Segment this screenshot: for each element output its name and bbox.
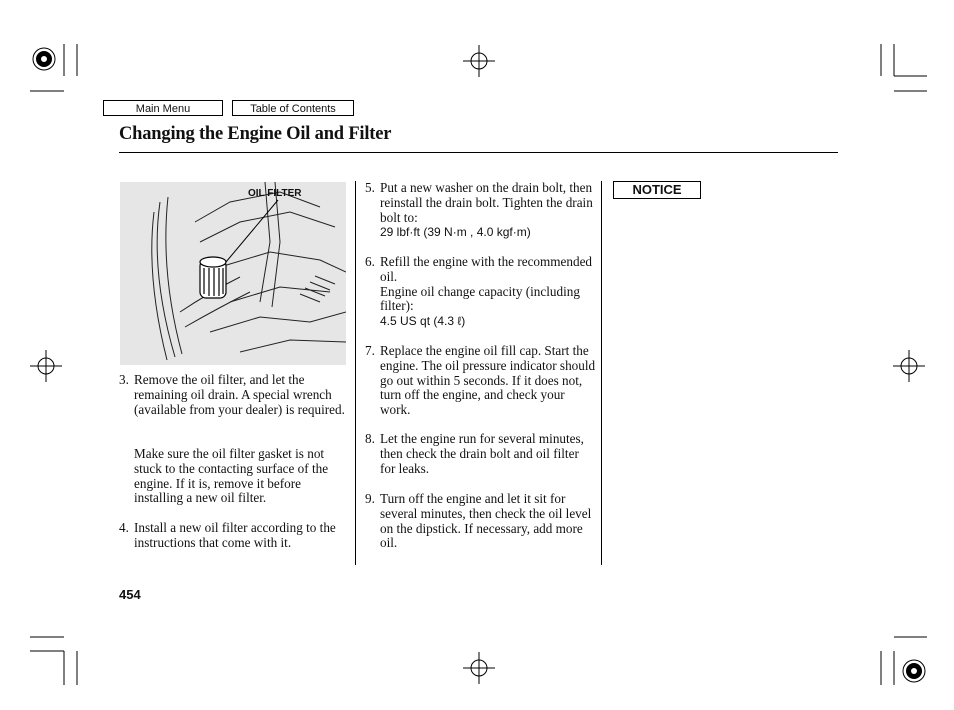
step-text: Put a new washer on the drain bolt, then reinstall the drain bolt. Tighten the drain bolt to: <box>380 180 593 225</box>
capacity-spec: 4.5 US qt (4.3 ℓ) <box>380 314 466 329</box>
note-text: Make sure the oil filter gasket is not stuck to the contacting surface of the engine. If it is, remove it before installing a new oil filter. <box>134 446 329 506</box>
table-of-contents-button[interactable]: Table of Contents <box>232 100 354 116</box>
step-number: 4. <box>119 520 129 535</box>
title-underline <box>119 152 838 153</box>
step-number: 3. <box>119 372 129 387</box>
step-5 <box>365 181 597 240</box>
engine-drawing <box>120 182 346 365</box>
column-divider <box>355 181 356 565</box>
step-8 <box>365 432 597 476</box>
step-text: Remove the oil filter, and let the remaining oil drain. A special wrench (available from your dealer) is required. <box>134 372 345 417</box>
page-number: 454 <box>119 587 141 602</box>
oil-filter-illustration <box>120 182 346 365</box>
step-text: Replace the engine oil fill cap. Start the engine. The oil pressure indicator should go out within 5 seconds. If it does not, turn off the engine, and check your work. <box>380 343 596 418</box>
step-3 <box>119 373 351 417</box>
step-number: 9. <box>365 491 375 506</box>
step-text: Let the engine run for several minutes, then check the drain bolt and oil filter for leaks. <box>380 431 584 476</box>
step-text: Install a new oil filter according to the instructions that come with it. <box>134 520 336 550</box>
step-text: Refill the engine with the recommended oil. <box>380 254 593 284</box>
step-number: 5. <box>365 180 375 195</box>
step-7 <box>365 344 597 418</box>
step-number: 6. <box>365 254 375 269</box>
step-6 <box>365 255 597 329</box>
step-4 <box>119 521 351 551</box>
page-title: Changing the Engine Oil and Filter <box>119 124 392 144</box>
notice-box: NOTICE <box>613 181 701 199</box>
illustration-label: OIL FILTER <box>248 188 302 199</box>
step-3-note <box>119 447 351 506</box>
step-text: Turn off the engine and let it sit for several minutes, then check the oil level on the dipstick. If necessary, add more oil. <box>380 491 592 551</box>
column-divider <box>601 181 602 565</box>
step-number: 8. <box>365 431 375 446</box>
torque-spec: 29 lbf·ft (39 N·m , 4.0 kgf·m) <box>380 225 531 240</box>
step-9 <box>365 492 597 551</box>
main-menu-button[interactable]: Main Menu <box>103 100 223 116</box>
step-number: 7. <box>365 343 375 358</box>
capacity-label: Engine oil change capacity (including filter): <box>380 283 580 314</box>
